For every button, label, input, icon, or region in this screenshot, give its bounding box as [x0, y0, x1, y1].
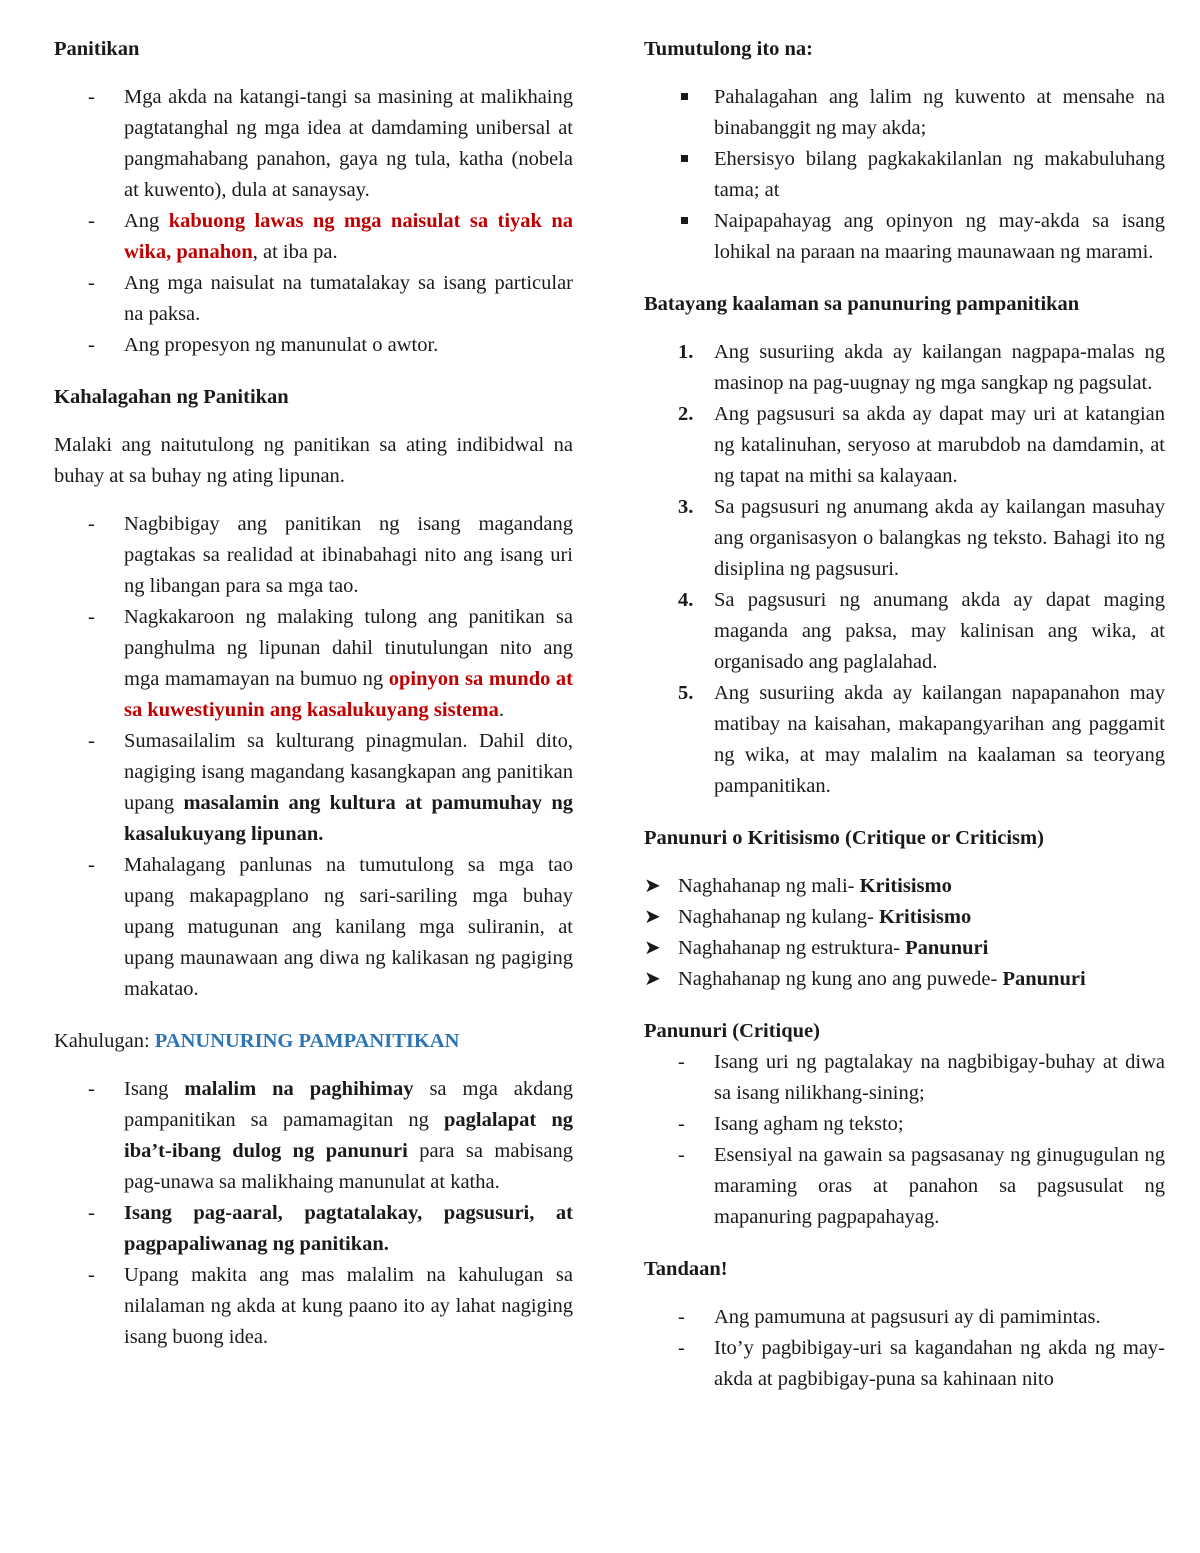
arrow-bullet-icon: ➤: [644, 968, 661, 990]
kahulugan-line: Kahulugan: PANUNURING PAMPANITIKAN: [54, 1030, 460, 1052]
tumutulong-list: [644, 82, 1165, 268]
list-item: - Ito’y pagbibigay-uri sa kagandahan ng akda ng may-akda at pagbibigay-puna sa kahinaan nito: [644, 1333, 1165, 1395]
list-item: - Isang uri ng pagtalakay na nagbibigay-buhay at diwa sa isang nilikhang-sining;: [644, 1047, 1165, 1109]
list-item: ➤ Naghahanap ng kung ano ang puwede- Panunuri: [644, 964, 1165, 995]
right-column: [644, 34, 1165, 1395]
list-item: - Mahalagang panlunas na tumutulong sa mga tao upang makapagplano ng sari-sariling mga buhay upang matugunan ang kanilang mga suliranin, at upang maunawaan ang diwa ng kalikasan ng pagiging makatao.: [54, 850, 573, 1005]
panitikan-list: [54, 82, 573, 361]
list-item: - Nagkakaroon ng malaking tulong ang panitikan sa panghulma ng lipunan dahil tinutulungan nito ang mga mamamayan na bumuo ng opinyon sa mundo at sa kuwestiyunin ang kasalukuyang sistema.: [54, 602, 573, 726]
list-item: 2. Ang pagsusuri sa akda ay dapat may uri at katangian ng katalinuhan, seryoso at marubdob na damdamin, at ng tapat na mithi sa kalayaan.: [678, 403, 1165, 487]
arrow-bullet-icon: ➤: [644, 875, 661, 897]
heading-critique: Panunuri (Critique): [644, 1020, 820, 1042]
heading-panitikan: Panitikan: [54, 38, 140, 60]
list-item: - Ang propesyon ng manunulat o awtor.: [54, 330, 573, 361]
list-item: - Mga akda na katangi-tangi sa masining at malikhaing pagtatanghal ng mga idea at damdaming unibersal at pangmahabang panahon, gaya ng tula, katha (nobela at kuwento), dula at sanaysay.: [54, 82, 573, 206]
kahulugan-list: [54, 1074, 573, 1353]
list-item: - Isang malalim na paghihimay sa mga akdang pampanitikan sa pamamagitan ng paglalapat ng iba’t-ibang dulog ng panunuri para sa mabisang pag-unawa sa malikhaing manunulat at katha.: [54, 1074, 573, 1198]
heading-tumutulong: Tumutulong ito na:: [644, 38, 813, 60]
list-item: - Ang mga naisulat na tumatalakay sa isang particular na paksa.: [54, 268, 573, 330]
list-item: - Ang kabuong lawas ng mga naisulat sa tiyak na wika, panahon, at iba pa.: [54, 206, 573, 268]
list-item: Naipapahayag ang opinyon ng may-akda sa isang lohikal na paraan na maaring maunawaan ng marami.: [644, 206, 1165, 268]
list-item: - Sumasailalim sa kulturang pinagmulan. Dahil dito, nagiging isang magandang kasangkapan ang panitikan upang masalamin ang kultura at pamumuhay ng kasalukuyang lipunan.: [54, 726, 573, 850]
list-item: 4. Sa pagsusuri ng anumang akda ay dapat maging maganda ang paksa, may kalinisan ang wika, at organisado ang paglalahad.: [678, 589, 1165, 673]
heading-kahalagahan: Kahalagahan ng Panitikan: [54, 386, 289, 408]
kahalagahan-list: [54, 509, 573, 1005]
critique-list: [644, 1047, 1165, 1233]
list-item: ➤ Naghahanap ng estruktura- Panunuri: [644, 933, 1165, 964]
heading-kritisismo: Panunuri o Kritisismo (Critique or Criticism): [644, 827, 1044, 849]
list-item: - Upang makita ang mas malalim na kahulugan sa nilalaman ng akda at kung paano ito ay lahat nagiging isang buong idea.: [54, 1260, 573, 1353]
list-item: ➤ Naghahanap ng mali- Kritisismo: [644, 871, 1165, 902]
arrow-bullet-icon: ➤: [644, 937, 661, 959]
list-item: - Nagbibigay ang panitikan ng isang magandang pagtakas sa realidad at ibinabahagi nito ang isang uri ng libangan para sa mga tao.: [54, 509, 573, 602]
tandaan-list: [644, 1302, 1165, 1395]
list-item: 1. Ang susuriing akda ay kailangan nagpapa-malas ng masinop na pag-uugnay ng mga sangkap ng pagsulat.: [678, 341, 1165, 394]
list-item: ➤ Naghahanap ng kulang- Kritisismo: [644, 902, 1165, 933]
list-item: - Isang pag-aaral, pagtatalakay, pagsusuri, at pagpapaliwanag ng panitikan.: [54, 1198, 573, 1260]
left-column: [54, 34, 573, 1353]
list-item: 3. Sa pagsusuri ng anumang akda ay kailangan masuhay ang organisasyon o balangkas ng teksto. Bahagi ito ng disiplina ng pagsusuri.: [678, 496, 1165, 580]
list-item: - Isang agham ng teksto;: [644, 1109, 1165, 1140]
batayang-list: [644, 337, 1165, 802]
list-item: - Ang pamumuna at pagsusuri ay di pamimintas.: [644, 1302, 1165, 1333]
list-item: - Esensiyal na gawain sa pagsasanay ng ginugugulan ng maraming oras at panahon sa pagsusulat ng mapanuring pagpapahayag.: [644, 1140, 1165, 1233]
list-item: 5. Ang susuriing akda ay kailangan napapanahon may matibay na kaisahan, makapangyarihan ang paggamit ng wika, at may malalim na kaalaman sa teoryang pampanitikan.: [678, 682, 1165, 797]
kritisismo-list: [644, 871, 1165, 995]
heading-tandaan: Tandaan!: [644, 1258, 728, 1280]
list-item: Pahalagahan ang lalim ng kuwento at mensahe na binabanggit ng may akda;: [644, 82, 1165, 144]
heading-batayang: Batayang kaalaman sa panunuring pampanitikan: [644, 293, 1080, 315]
list-item: Ehersisyo bilang pagkakakilanlan ng makabuluhang tama; at: [644, 144, 1165, 206]
arrow-bullet-icon: ➤: [644, 906, 661, 928]
kahalagahan-intro: Malaki ang naitutulong ng panitikan sa ating indibidwal na buhay at sa buhay ng ating lipunan.: [54, 434, 573, 487]
